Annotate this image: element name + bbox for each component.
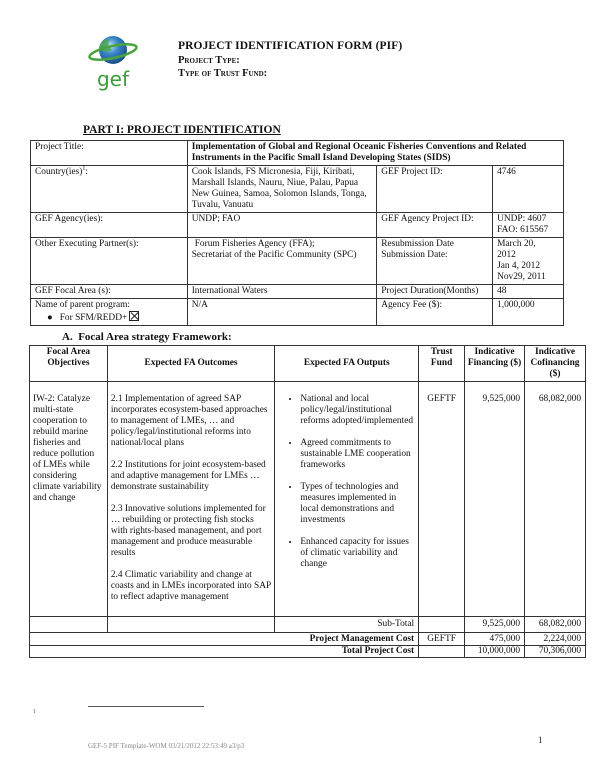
- project-title-label: Project Title:: [31, 141, 188, 166]
- pm-cost-trust-fund: GEFTF: [419, 633, 465, 646]
- bullet-icon: ●: [47, 313, 53, 323]
- table-row: [31, 285, 564, 299]
- empty-cell: [419, 617, 465, 633]
- col-header-cofinancing: Indicative Cofinancing ($): [525, 346, 586, 382]
- table-row: [31, 213, 564, 238]
- total-financing: 10,000,000: [465, 646, 525, 658]
- agencies-value: UNDP; FAO: [187, 213, 377, 238]
- focal-area-framework-table: [29, 345, 586, 658]
- table-row: [31, 141, 564, 166]
- parent-program-value: N/A: [187, 299, 377, 326]
- trust-fund-type-label: Type of Trust Fund:: [178, 68, 268, 79]
- output-item: • National and local policy/legal/institutional reforms adopted/implemented: [300, 394, 415, 427]
- partner-spc: Secretariat of the Pacific Community (SPC): [191, 250, 357, 260]
- outcome-item: 2.2 Institutions for joint ecosystem-based and adaptive management for LMEs … demonstrate sustainability: [110, 460, 266, 492]
- duration-label: Project Duration(Months): [377, 285, 493, 299]
- objective-cell: IW-2: Catalyze multi-state cooperation to rebuild marine fisheries and reduce pollution of LMEs while considering climate variability and change: [30, 382, 108, 617]
- outputs-cell: [275, 382, 419, 617]
- subtotal-financing: 9,525,000: [465, 617, 525, 633]
- resubmission-label: Resubmission Date: [381, 239, 454, 249]
- partner-ffa: Forum Fisheries Agency (FFA);: [194, 239, 315, 249]
- template-footer: GEF-5 PIF Template-WOM 03/21/2012 22:53:49 a3/p3: [88, 742, 245, 750]
- project-identification-table: [30, 140, 564, 326]
- col-header-objectives: Focal Area Objectives: [30, 346, 108, 382]
- output-item: • Types of technologies and measures implemented in local demonstrations and investments: [300, 482, 415, 526]
- outcome-item: 2.3 Innovative solutions implemented for … rebuilding or protecting fish stocks with rights-based management, and port management and produce measurable results: [110, 504, 266, 558]
- resubmission-date-1: March 20,: [497, 239, 536, 249]
- empty-cell: [419, 646, 465, 658]
- undp-id: UNDP: 4607: [497, 214, 547, 224]
- agency-fee-value: 1,000,000: [493, 299, 564, 326]
- col-header-trust-fund: Trust Fund: [419, 346, 465, 382]
- project-title-value: Implementation of Global and Regional Oceanic Fisheries Conventions and Related Instruments in the Pacific Small Island Developing States (SIDS): [187, 141, 563, 166]
- partners-label: Other Executing Partner(s):: [31, 238, 188, 285]
- sfm-label: For SFM/REDD+: [59, 313, 128, 323]
- col-header-financing: Indicative Financing ($): [465, 346, 525, 382]
- pm-cost-row: [30, 633, 586, 646]
- total-row: [30, 646, 586, 658]
- globe-icon: [86, 30, 140, 92]
- empty-cell: [107, 617, 275, 633]
- pm-cost-cofinancing: 2,224,000: [525, 633, 586, 646]
- section-letter: A.: [62, 331, 73, 343]
- fao-id: FAO: 615567: [497, 225, 549, 235]
- financing-cell: 9,525,000: [465, 382, 525, 617]
- agency-project-id-value: [493, 213, 564, 238]
- focal-area-label: GEF Focal Area (s):: [31, 285, 188, 299]
- section-title: Focal Area strategy Framework:: [78, 331, 232, 343]
- empty-cell: [30, 617, 108, 633]
- agency-fee-label: Agency Fee ($):: [377, 299, 493, 326]
- logo-wordmark: gef: [96, 67, 130, 91]
- outcome-item: 2.4 Climatic variability and change at coasts and in LMEs incorporated into SAP to reflect adaptive management: [110, 570, 271, 602]
- focal-area-value: International Waters: [187, 285, 377, 299]
- col-header-outcomes: Expected FA Outcomes: [107, 346, 275, 382]
- output-item: • Agreed commitments to sustainable LME cooperation frameworks: [300, 438, 415, 471]
- subtotal-label: Sub-Total: [275, 617, 419, 633]
- resubmission-date-3: Jan 4, 2012: [497, 261, 541, 271]
- outcome-item: 2.1 Implementation of agreed SAP incorporates ecosystem-based approaches to management of LMEs, … and policy/legal/institutional reforms into national/local plans: [110, 394, 268, 448]
- parent-program-label: [31, 299, 188, 326]
- submission-label: Submission Date:: [381, 250, 448, 260]
- dates-value: [493, 238, 564, 285]
- table-header-row: [30, 346, 586, 382]
- gef-logo: [86, 30, 140, 92]
- page-number: 1: [538, 735, 543, 745]
- form-title: PROJECT IDENTIFICATION FORM (PIF): [178, 40, 403, 52]
- agency-project-id-label: GEF Agency Project ID:: [377, 213, 493, 238]
- table-row: [31, 166, 564, 213]
- pm-cost-financing: 475,000: [465, 633, 525, 646]
- countries-value: Cook Islands, FS Micronesia, Fiji, Kiribati, Marshall Islands, Nauru, Niue, Palau, Papua New Guinea, Samoa, Solomon Islands, Tonga, Tuvalu, Vanuatu: [187, 166, 377, 213]
- table-row: [31, 238, 564, 285]
- section-a-heading: [62, 331, 232, 343]
- pm-cost-label: Project Management Cost: [30, 633, 419, 646]
- gef-project-id-value: 4746: [493, 166, 564, 213]
- submission-date: Nov29, 2011: [497, 272, 546, 282]
- trust-fund-cell: GEFTF: [419, 382, 465, 617]
- output-item: • Enhanced capacity for issues of climatic variability and change: [300, 537, 415, 570]
- resubmission-date-2: 2012: [497, 250, 516, 260]
- table-row: [30, 382, 586, 617]
- dates-label: [377, 238, 493, 285]
- col-header-outputs: Expected FA Outputs: [275, 346, 419, 382]
- total-cofinancing: 70,306,000: [525, 646, 586, 658]
- agencies-label: GEF Agency(ies):: [31, 213, 188, 238]
- footnote-ref[interactable]: 1: [82, 165, 86, 172]
- sfm-redd-item: [35, 311, 183, 324]
- cofinancing-cell: 68,082,000: [525, 382, 586, 617]
- total-label: Total Project Cost: [30, 646, 419, 658]
- project-type-label: Project Type:: [178, 55, 240, 66]
- sfm-checkbox[interactable]: [129, 311, 139, 321]
- table-row: [31, 299, 564, 326]
- partners-value: [187, 238, 377, 285]
- subtotal-row: [30, 617, 586, 633]
- footnote-marker: 1: [33, 709, 36, 715]
- subtotal-cofinancing: 68,082,000: [525, 617, 586, 633]
- gef-project-id-label: GEF Project ID:: [377, 166, 493, 213]
- outcomes-cell: [107, 382, 275, 617]
- duration-value: 48: [493, 285, 564, 299]
- footnote-separator: [88, 706, 204, 707]
- parent-program-text: Name of parent program:: [35, 300, 131, 310]
- countries-label: Country(ies)$^1$:: [31, 166, 188, 213]
- part1-heading: PART I: PROJECT IDENTIFICATION: [83, 124, 281, 136]
